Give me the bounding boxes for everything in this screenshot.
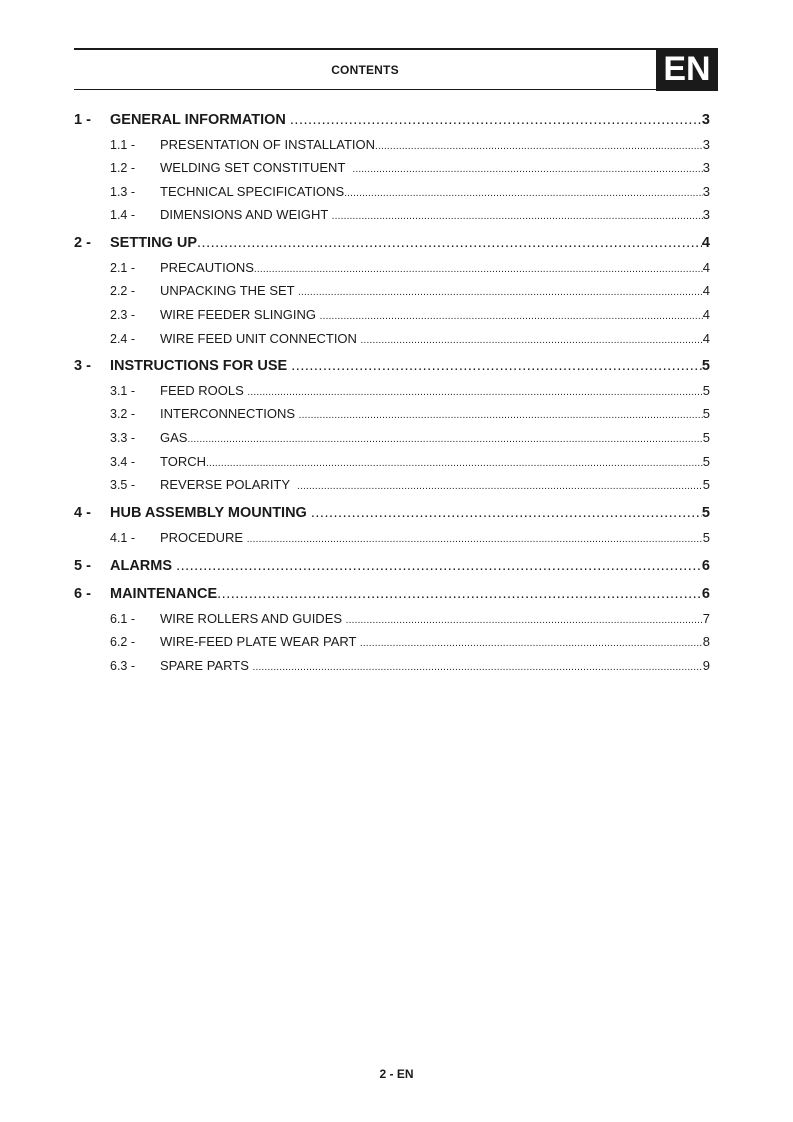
toc-entry-title: MAINTENANCE <box>110 586 218 602</box>
toc-entry-title: UNPACKING THE SET <box>160 283 298 298</box>
toc-dot-leader <box>346 615 703 626</box>
toc-entry-title: WIRE FEEDER SLINGING <box>160 307 320 322</box>
toc-subsection-entry <box>74 383 710 398</box>
toc-entry-page-number: 4 <box>702 260 710 275</box>
toc-entry-number: 3.3 - <box>110 431 136 445</box>
toc-entry-title: SETTING UP <box>110 235 198 251</box>
toc-entry-title: REVERSE POLARITY <box>160 477 298 492</box>
toc-entry-number: 1.1 - <box>110 138 136 152</box>
toc-entry-title: WIRE-FEED PLATE WEAR PART <box>160 634 360 649</box>
toc-entry-page-number: 4 <box>701 235 710 251</box>
toc-entry-number: 2.4 - <box>110 332 136 346</box>
toc-entry-number: 6 - <box>74 586 91 602</box>
toc-subsection-entry <box>74 160 710 175</box>
toc-entry-title: TECHNICAL SPECIFICATIONS <box>160 184 345 199</box>
toc-subsection-entry <box>74 406 710 421</box>
header-bottom-rule <box>74 89 656 90</box>
toc-entry-page-number: 3 <box>701 112 710 128</box>
toc-subsection-entry <box>74 184 710 199</box>
toc-dot-leader <box>311 505 702 521</box>
toc-entry-number: 3 - <box>74 358 91 374</box>
toc-dot-leader <box>197 235 702 251</box>
toc-dot-leader <box>247 534 703 545</box>
toc-entry-number: 1.2 - <box>110 161 136 175</box>
toc-entry-number: 6.2 - <box>110 635 136 649</box>
header-top-rule <box>74 48 656 50</box>
toc-section-entry <box>74 558 710 574</box>
page-number-footer: 2 - EN <box>379 1067 414 1081</box>
toc-entry-page-number: 5 <box>702 406 710 421</box>
toc-entry-title: HUB ASSEMBLY MOUNTING <box>110 505 311 521</box>
toc-dot-leader <box>247 387 702 398</box>
toc-entry-title: PRESENTATION OF INSTALLATION <box>160 137 376 152</box>
toc-dot-leader <box>206 458 703 469</box>
toc-dot-leader <box>176 558 702 574</box>
toc-subsection-entry <box>74 454 710 469</box>
toc-section-entry <box>74 112 710 128</box>
toc-entry-title: INSTRUCTIONS FOR USE <box>110 358 292 374</box>
toc-entry-title: ALARMS <box>110 558 177 574</box>
toc-entry-page-number: 5 <box>702 383 710 398</box>
toc-entry-title: WELDING SET CONSTITUENT <box>160 160 353 175</box>
toc-entry-page-number: 5 <box>701 358 710 374</box>
toc-entry-title: GAS <box>160 430 188 445</box>
toc-entry-title: PRECAUTIONS <box>160 260 254 275</box>
toc-entry-number: 3.4 - <box>110 455 136 469</box>
toc-entry-number: 5 - <box>74 558 91 574</box>
toc-entry-page-number: 3 <box>702 160 710 175</box>
toc-entry-title: PROCEDURE <box>160 530 247 545</box>
toc-entry-number: 3.5 - <box>110 478 136 492</box>
language-badge: EN <box>656 48 718 91</box>
toc-entry-title: WIRE FEED UNIT CONNECTION <box>160 331 361 346</box>
toc-entry-page-number: 5 <box>702 454 710 469</box>
toc-dot-leader <box>291 358 702 374</box>
toc-entry-title: GENERAL INFORMATION <box>110 112 290 128</box>
toc-dot-leader <box>352 164 702 175</box>
toc-entry-number: 4 - <box>74 505 91 521</box>
toc-section-entry <box>74 586 710 602</box>
toc-dot-leader <box>217 586 702 602</box>
toc-entry-number: 6.3 - <box>110 659 136 673</box>
toc-entry-page-number: 3 <box>702 207 710 222</box>
toc-dot-leader <box>332 211 703 222</box>
toc-entry-page-number: 3 <box>702 137 710 152</box>
toc-entry-title: INTERCONNECTIONS <box>160 406 299 421</box>
toc-entry-page-number: 4 <box>702 307 710 322</box>
page-title: CONTENTS <box>331 63 399 77</box>
toc-subsection-entry <box>74 207 710 222</box>
toc-entry-page-number: 3 <box>702 184 710 199</box>
toc-entry-number: 1.4 - <box>110 208 136 222</box>
toc-dot-leader <box>297 481 703 492</box>
toc-dot-leader <box>298 287 703 298</box>
toc-section-entry <box>74 235 710 251</box>
toc-subsection-entry <box>74 611 710 626</box>
toc-dot-leader <box>254 264 703 275</box>
toc-subsection-entry <box>74 430 710 445</box>
toc-entry-number: 2.2 - <box>110 284 136 298</box>
toc-dot-leader <box>320 311 703 322</box>
toc-subsection-entry <box>74 530 710 545</box>
toc-entry-page-number: 9 <box>702 658 710 673</box>
toc-entry-number: 3.1 - <box>110 384 136 398</box>
toc-entry-title: FEED ROOLS <box>160 383 248 398</box>
toc-entry-number: 3.2 - <box>110 407 136 421</box>
toc-subsection-entry <box>74 331 710 346</box>
toc-dot-leader <box>290 112 702 128</box>
toc-section-entry <box>74 358 710 374</box>
toc-entry-number: 2.3 - <box>110 308 136 322</box>
toc-entry-number: 2.1 - <box>110 261 136 275</box>
toc-subsection-entry <box>74 477 710 492</box>
page-header <box>74 48 718 91</box>
toc-subsection-entry <box>74 634 710 649</box>
toc-entry-page-number: 6 <box>701 586 710 602</box>
toc-entry-title: WIRE ROLLERS AND GUIDES <box>160 611 346 626</box>
toc-entry-number: 6.1 - <box>110 612 136 626</box>
toc-dot-leader <box>252 662 702 673</box>
toc-dot-leader <box>361 335 703 346</box>
toc-entry-page-number: 5 <box>702 430 710 445</box>
toc-subsection-entry <box>74 283 710 298</box>
toc-entry-title: TORCH <box>160 454 206 469</box>
toc-entry-page-number: 5 <box>702 530 710 545</box>
toc-entry-page-number: 7 <box>702 611 710 626</box>
toc-entry-page-number: 5 <box>701 505 710 521</box>
toc-subsection-entry <box>74 260 710 275</box>
toc-entry-number: 1 - <box>74 112 91 128</box>
toc-dot-leader <box>375 141 703 152</box>
toc-subsection-entry <box>74 137 710 152</box>
toc-entry-page-number: 4 <box>702 283 710 298</box>
toc-entry-title: DIMENSIONS AND WEIGHT <box>160 207 332 222</box>
toc-entry-number: 1.3 - <box>110 185 136 199</box>
toc-entry-page-number: 4 <box>702 331 710 346</box>
toc-dot-leader <box>299 410 703 421</box>
toc-entry-number: 4.1 - <box>110 531 136 545</box>
toc-entry-page-number: 8 <box>702 634 710 649</box>
toc-subsection-entry <box>74 307 710 322</box>
toc-dot-leader <box>344 188 703 199</box>
toc-dot-leader <box>360 638 703 649</box>
toc-section-entry <box>74 505 710 521</box>
toc-dot-leader <box>187 434 702 445</box>
toc-entry-page-number: 5 <box>702 477 710 492</box>
toc-entry-title: SPARE PARTS <box>160 658 253 673</box>
toc-entry-number: 2 - <box>74 235 91 251</box>
toc-entry-page-number: 6 <box>701 558 710 574</box>
toc-subsection-entry <box>74 658 710 673</box>
